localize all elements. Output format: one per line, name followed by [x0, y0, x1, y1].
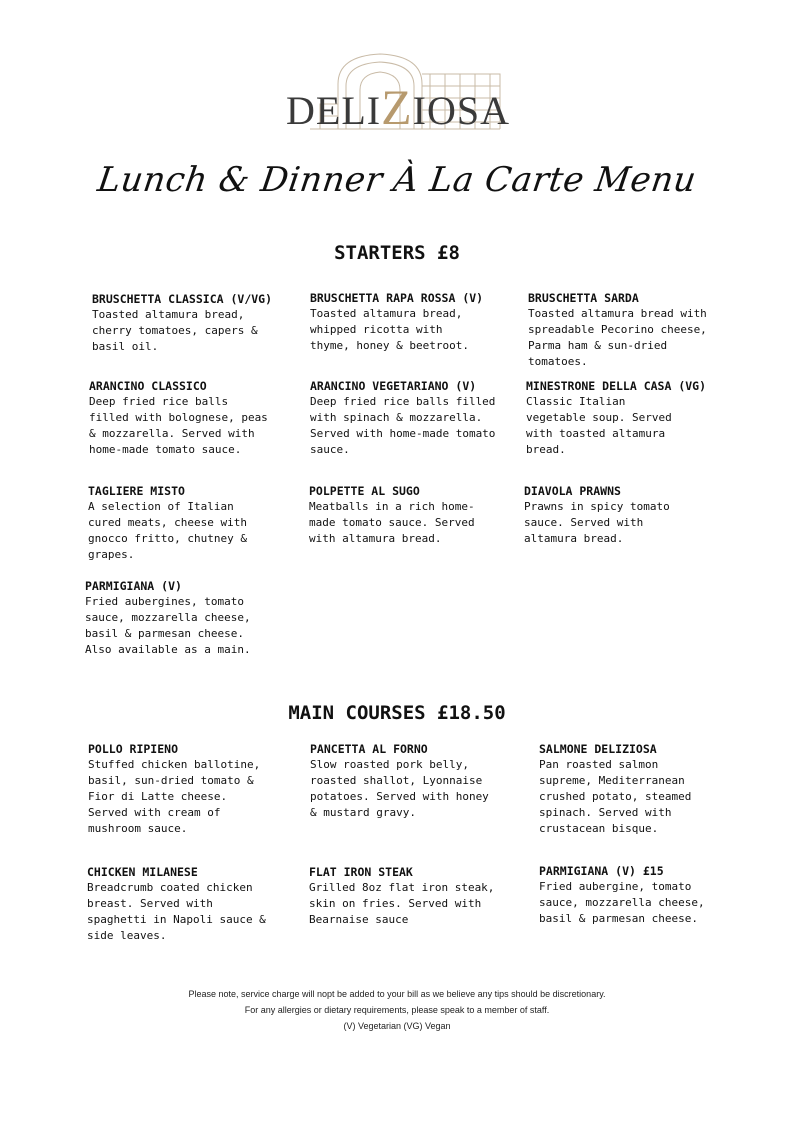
item-name: CHICKEN MILANESE: [87, 865, 198, 879]
menu-item: [310, 291, 520, 354]
item-description: Grilled 8oz flat iron steak, skin on fries. Served with Bearnaise sauce: [309, 881, 495, 926]
brand-name-left: DELI: [286, 88, 382, 133]
menu-item: [310, 379, 515, 458]
allergy-note: For any allergies or dietary requirements, please speak to a member of staff.: [244, 1005, 550, 1015]
menu-item: [89, 379, 289, 458]
item-name: BRUSCHETTA CLASSICA (V/VG): [92, 292, 273, 306]
item-name: BRUSCHETTA SARDA: [528, 291, 639, 305]
menu-item: [526, 379, 736, 458]
item-description: Stuffed chicken ballotine, basil, sun-dried tomato & Fior di Latte cheese. Served with cream of mushroom sauce.: [88, 758, 261, 835]
item-name: PANCETTA AL FORNO: [310, 742, 428, 756]
item-description: Pan roasted salmon supreme, Mediterranean crushed potato, steamed spinach. Served with crustacean bisque.: [539, 758, 692, 835]
menu-item: [539, 864, 739, 927]
item-description: Slow roasted pork belly, roasted shallot, Lyonnaise potatoes. Served with honey & mustard gravy.: [310, 758, 489, 819]
menu-item: [309, 865, 509, 928]
menu-item: [88, 484, 288, 563]
brand-name-right: IOSA: [412, 88, 510, 133]
item-name: PARMIGIANA (V) £15: [539, 864, 664, 878]
item-name: SALMONE DELIZIOSA: [539, 742, 657, 756]
menu-item: [309, 484, 509, 547]
menu-item: [524, 484, 724, 547]
menu-title: Lunch & Dinner À La Carte Menu: [95, 160, 699, 200]
brand-name-z: Z: [381, 79, 413, 135]
item-description: Prawns in spicy tomato sauce. Served with altamura bread.: [524, 500, 670, 545]
item-description: Meatballs in a rich home-made tomato sauce. Served with altamura bread.: [309, 500, 475, 545]
item-description: Breadcrumb coated chicken breast. Served with spaghetti in Napoli sauce & side leaves.: [87, 881, 266, 942]
item-name: TAGLIERE MISTO: [88, 484, 185, 498]
menu-item: [310, 742, 510, 821]
item-name: BRUSCHETTA RAPA ROSSA (V): [310, 291, 484, 305]
item-description: Toasted altamura bread, cherry tomatoes, capers & basil oil.: [92, 308, 258, 353]
item-name: ARANCINO VEGETARIANO (V): [310, 379, 477, 393]
item-description: A selection of Italian cured meats, cheese with gnocco fritto, chutney & grapes.: [88, 500, 247, 561]
item-name: POLLO RIPIENO: [88, 742, 179, 756]
item-description: Toasted altamura bread with spreadable Pecorino cheese, Parma ham & sun-dried tomatoes.: [528, 307, 707, 368]
item-name: DIAVOLA PRAWNS: [524, 484, 621, 498]
menu-item: [528, 291, 728, 370]
item-description: Fried aubergine, tomato sauce, mozzarella cheese, basil & parmesan cheese.: [539, 880, 705, 925]
item-description: Classic Italian vegetable soup. Served with toasted altamura bread.: [526, 395, 672, 456]
brand-logo: [250, 44, 550, 144]
menu-item: [539, 742, 739, 837]
menu-item: [87, 865, 287, 944]
menu-item: [88, 742, 288, 837]
item-name: PARMIGIANA (V): [85, 579, 182, 593]
item-name: POLPETTE AL SUGO: [309, 484, 420, 498]
menu-item: [92, 292, 307, 355]
item-description: Deep fried rice balls filled with bolognese, peas & mozzarella. Served with home-made tomato sauce.: [89, 395, 268, 456]
service-charge-note: Please note, service charge will nopt be added to your bill as we believe any tips should be discretionary.: [188, 989, 606, 999]
starters-heading: STARTERS £8: [334, 242, 460, 264]
item-name: MINESTRONE DELLA CASA (VG): [526, 379, 707, 393]
item-description: Fried aubergines, tomato sauce, mozzarella cheese, basil & parmesan cheese. Also available as a main.: [85, 595, 251, 656]
item-name: ARANCINO CLASSICO: [89, 379, 207, 393]
dietary-legend: (V) Vegetarian (VG) Vegan: [343, 1021, 451, 1031]
footer-notes: [0, 986, 794, 1034]
mains-heading: MAIN COURSES £18.50: [288, 702, 506, 724]
brand-name: [286, 78, 510, 136]
menu-item: [85, 579, 285, 658]
item-name: FLAT IRON STEAK: [309, 865, 413, 879]
item-description: Toasted altamura bread, whipped ricotta with thyme, honey & beetroot.: [310, 307, 469, 352]
item-description: Deep fried rice balls filled with spinach & mozzarella. Served with home-made tomato sauce.: [310, 395, 496, 456]
